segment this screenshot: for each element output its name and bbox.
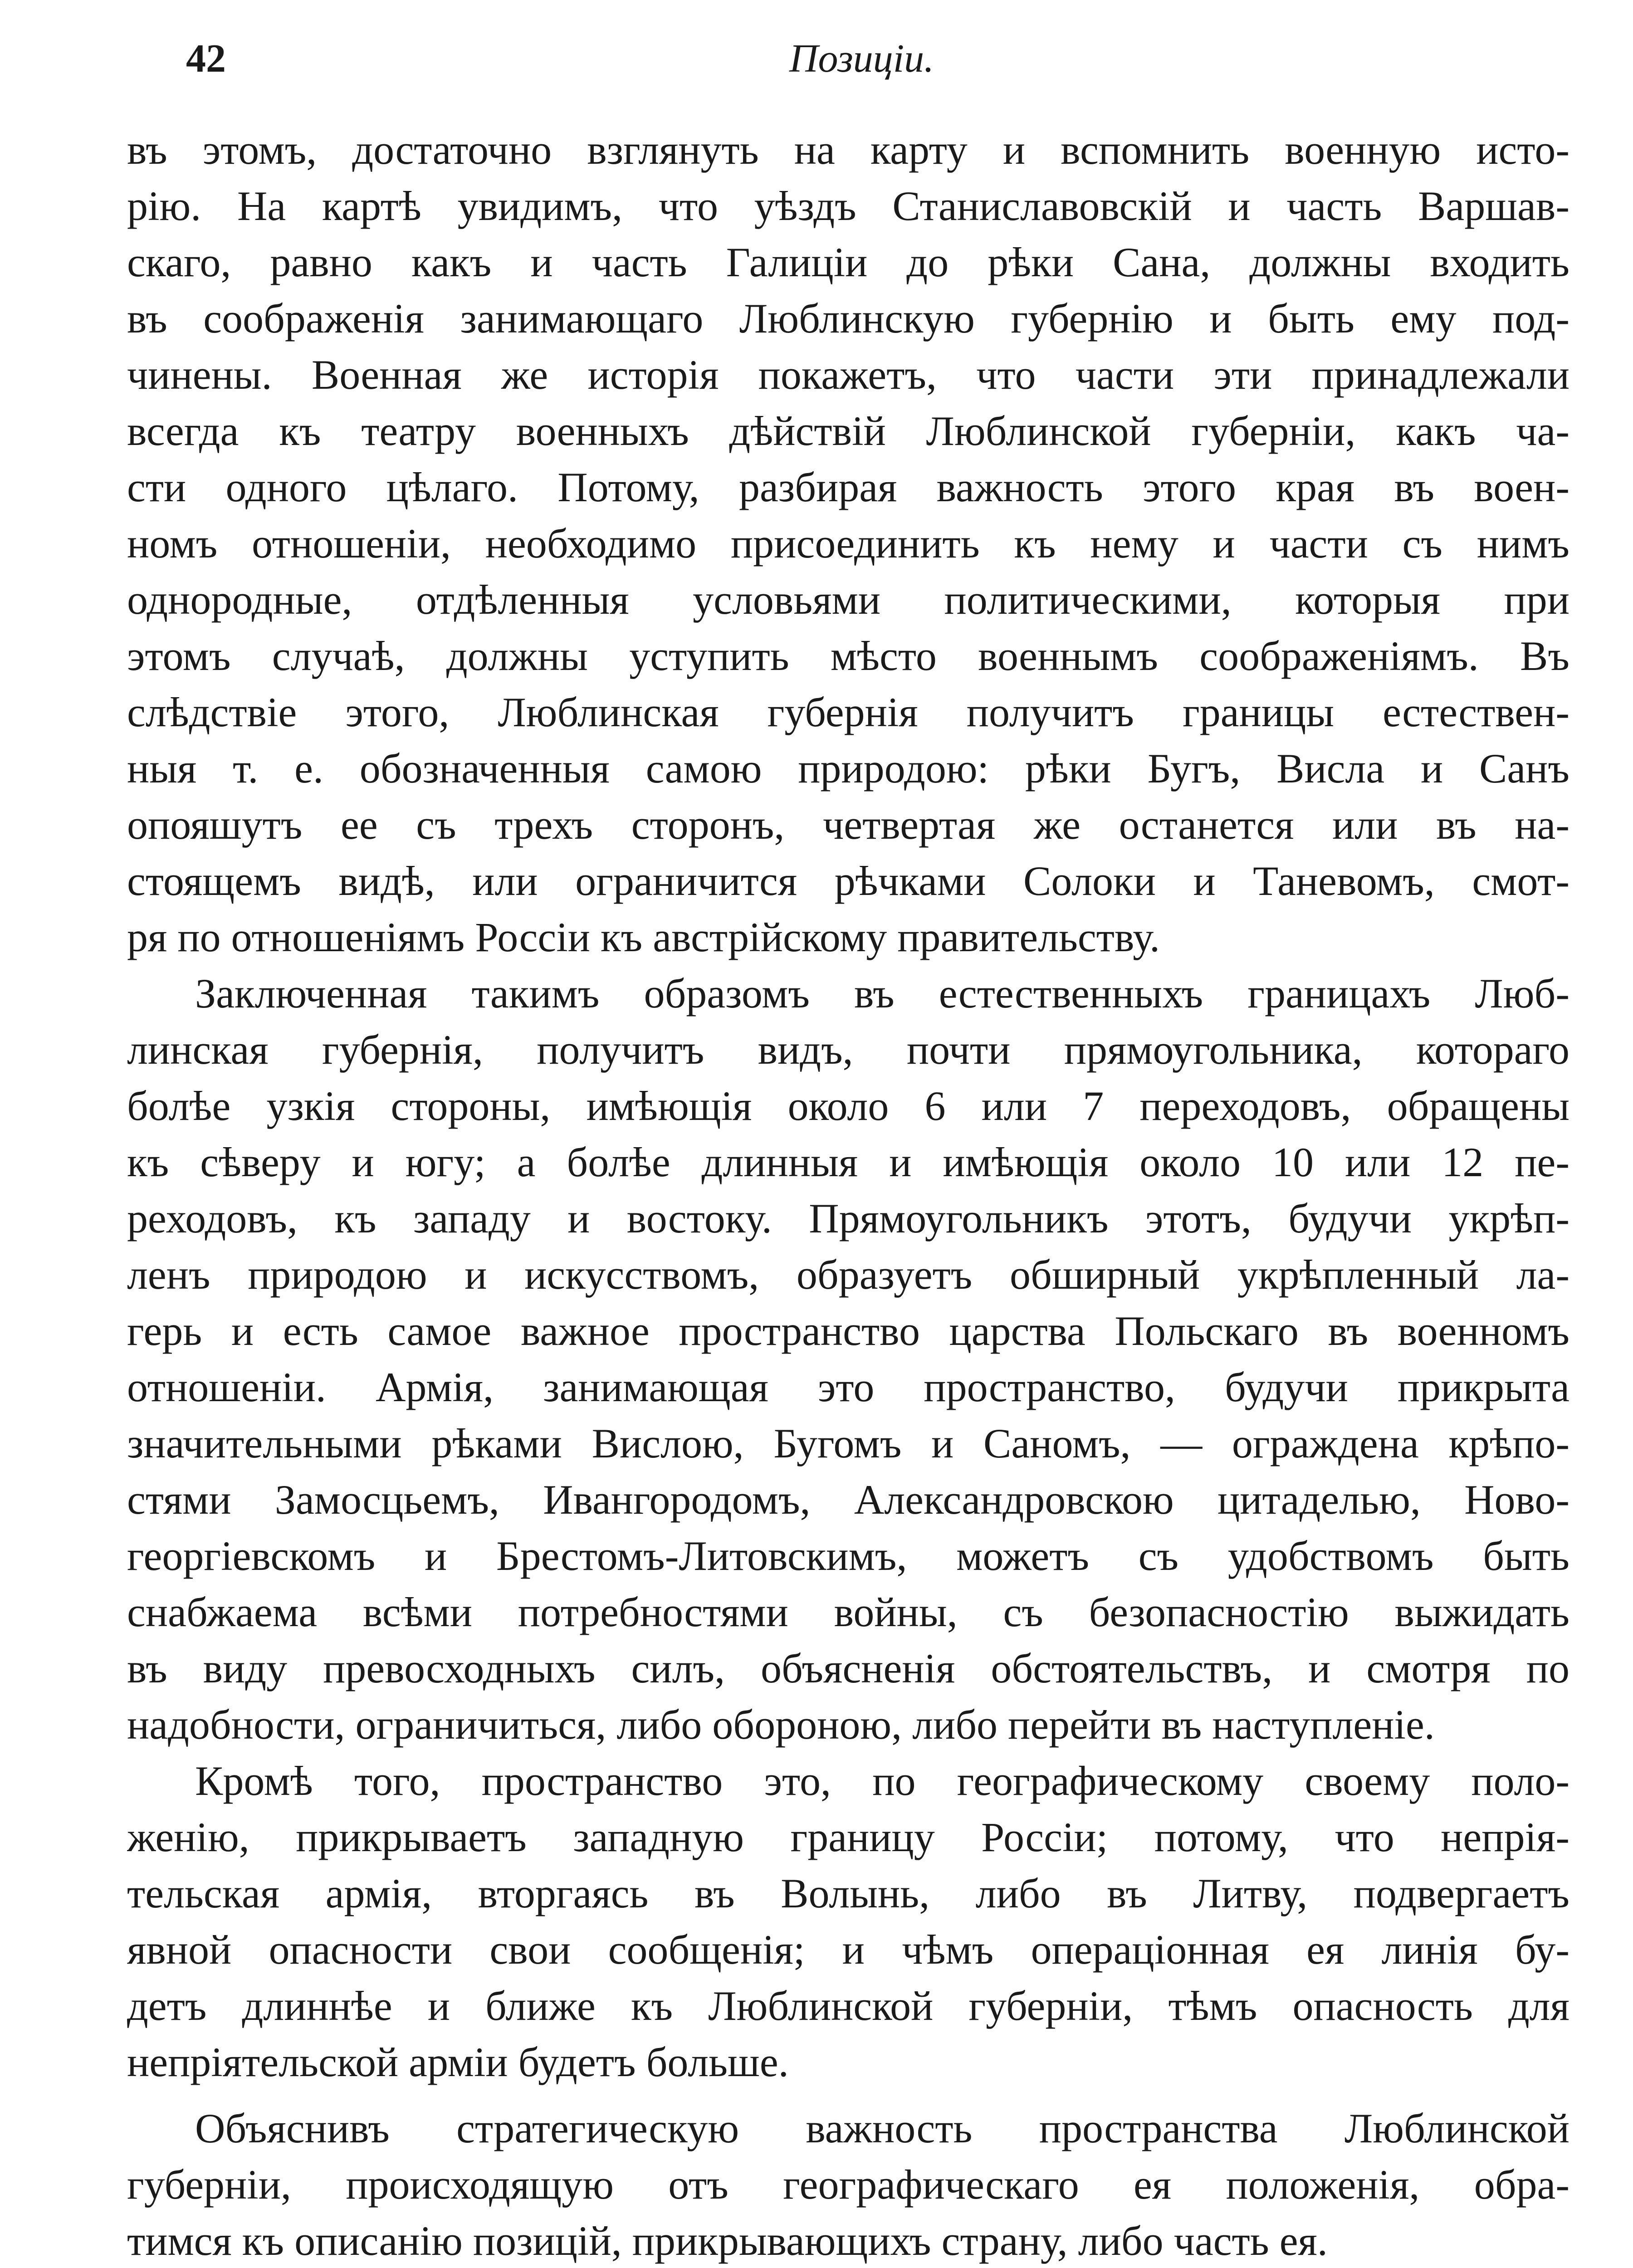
- text-line: надобности, ограничиться, либо обороною, либо перейти въ наступленіе.: [127, 1701, 1435, 1748]
- text-line: губерніи, происходящую отъ географическаго ея положенія, обра-: [127, 2161, 1569, 2208]
- text-line: герь и есть самое важное пространство царства Польскаго въ военномъ: [127, 1308, 1569, 1354]
- text-line: номъ отношеніи, необходимо присоединить къ нему и части съ нимъ: [127, 520, 1569, 567]
- running-title: Позиціи.: [789, 37, 934, 81]
- text-line: Заключенная такимъ образомъ въ естественныхъ границахъ Люб-: [195, 970, 1569, 1017]
- text-line: этомъ случаѣ, должны уступить мѣсто военнымъ соображеніямъ. Въ: [127, 633, 1569, 679]
- paragraph-gap: [127, 2090, 1569, 2100]
- text-line: женію, прикрываетъ западную границу Россіи; потому, что непрія-: [127, 1814, 1569, 1860]
- text-line: детъ длиннѣе и ближе къ Люблинской губерніи, тѣмъ опасность для: [127, 1983, 1569, 2029]
- text-line: въ виду превосходныхъ силъ, объясненія обстоятельствъ, и смотря по: [127, 1645, 1569, 1691]
- text-line: однородные, отдѣленныя условьями политическими, которыя при: [127, 577, 1569, 623]
- text-line: георгіевскомъ и Брестомъ-Литовскимъ, можетъ съ удобствомъ быть: [127, 1533, 1569, 1579]
- text-line: реходовъ, къ западу и востоку. Прямоугольникъ этотъ, будучи укрѣп-: [127, 1195, 1569, 1242]
- text-line: въ соображенія занимающаго Люблинскую губернію и быть ему под-: [127, 295, 1569, 342]
- text-line: линская губернія, получитъ видъ, почти прямоугольника, котораго: [127, 1026, 1569, 1073]
- paragraph-3: [127, 1753, 1569, 2090]
- text-line: ныя т. е. обозначенныя самою природою: рѣки Бугъ, Висла и Санъ: [127, 745, 1569, 792]
- paragraph-2: [127, 965, 1569, 1753]
- text-line: слѣдствіе этого, Люблинская губернія получитъ границы естествен-: [127, 689, 1569, 735]
- text-line: тельская армія, вторгаясь въ Волынь, либо въ Литву, подвергаетъ: [127, 1870, 1569, 1916]
- text-line: къ сѣверу и югу; а болѣе длинныя и имѣющія около 10 или 12 пе-: [127, 1139, 1569, 1185]
- text-line: болѣе узкія стороны, имѣющія около 6 или 7 переходовъ, обращены: [127, 1083, 1569, 1129]
- page-header: [0, 27, 1633, 91]
- text-line: тимся къ описанію позицій, прикрывающихъ страну, либо часть ея.: [127, 2218, 1328, 2264]
- text-line: опояшутъ ее съ трехъ сторонъ, четвертая же останется или въ на-: [127, 802, 1569, 848]
- text-line: Объяснивъ стратегическую важность пространства Люблинской: [195, 2105, 1569, 2151]
- text-line: явной опасности свои сообщенія; и чѣмъ операціонная ея линія бу-: [127, 1926, 1569, 1973]
- text-line: всегда къ театру военныхъ дѣйствій Люблинской губерніи, какъ ча-: [127, 408, 1569, 454]
- paragraph-1: [127, 122, 1569, 965]
- text-line: сти одного цѣлаго. Потому, разбирая важность этого края въ воен-: [127, 464, 1569, 510]
- text-line: стями Замосцьемъ, Ивангородомъ, Александровскою цитаделью, Ново-: [127, 1476, 1569, 1523]
- text-line: отношеніи. Армія, занимающая это пространство, будучи прикрыта: [127, 1364, 1569, 1410]
- text-line: непріятельской арміи будетъ больше.: [127, 2039, 789, 2085]
- page-number: 42: [186, 37, 226, 81]
- text-line: скаго, равно какъ и часть Галиціи до рѣки Сана, должны входить: [127, 239, 1569, 285]
- text-line: чинены. Военная же исторія покажетъ, что части эти принадлежали: [127, 352, 1569, 398]
- body-text: [127, 122, 1569, 2268]
- text-line: ленъ природою и искусствомъ, образуетъ обширный укрѣпленный ла-: [127, 1251, 1569, 1298]
- text-line: Кромѣ того, пространство это, по географическому своему поло-: [195, 1758, 1569, 1804]
- text-line: снабжаема всѣми потребностями войны, съ безопасностію выжидать: [127, 1589, 1569, 1635]
- text-line: стоящемъ видѣ, или ограничится рѣчками Солоки и Таневомъ, смот-: [127, 858, 1569, 904]
- text-line: значительными рѣками Вислою, Бугомъ и Саномъ, — ограждена крѣпо-: [127, 1420, 1569, 1466]
- text-line: рію. На картѣ увидимъ, что уѣздъ Станиславовскій и часть Варшав-: [127, 183, 1569, 229]
- text-line: въ этомъ, достаточно взглянуть на карту и вспомнить военную исто-: [127, 127, 1569, 173]
- text-line: ря по отношеніямъ Россіи къ австрійскому правительству.: [127, 914, 1160, 960]
- paragraph-4: [127, 2100, 1569, 2268]
